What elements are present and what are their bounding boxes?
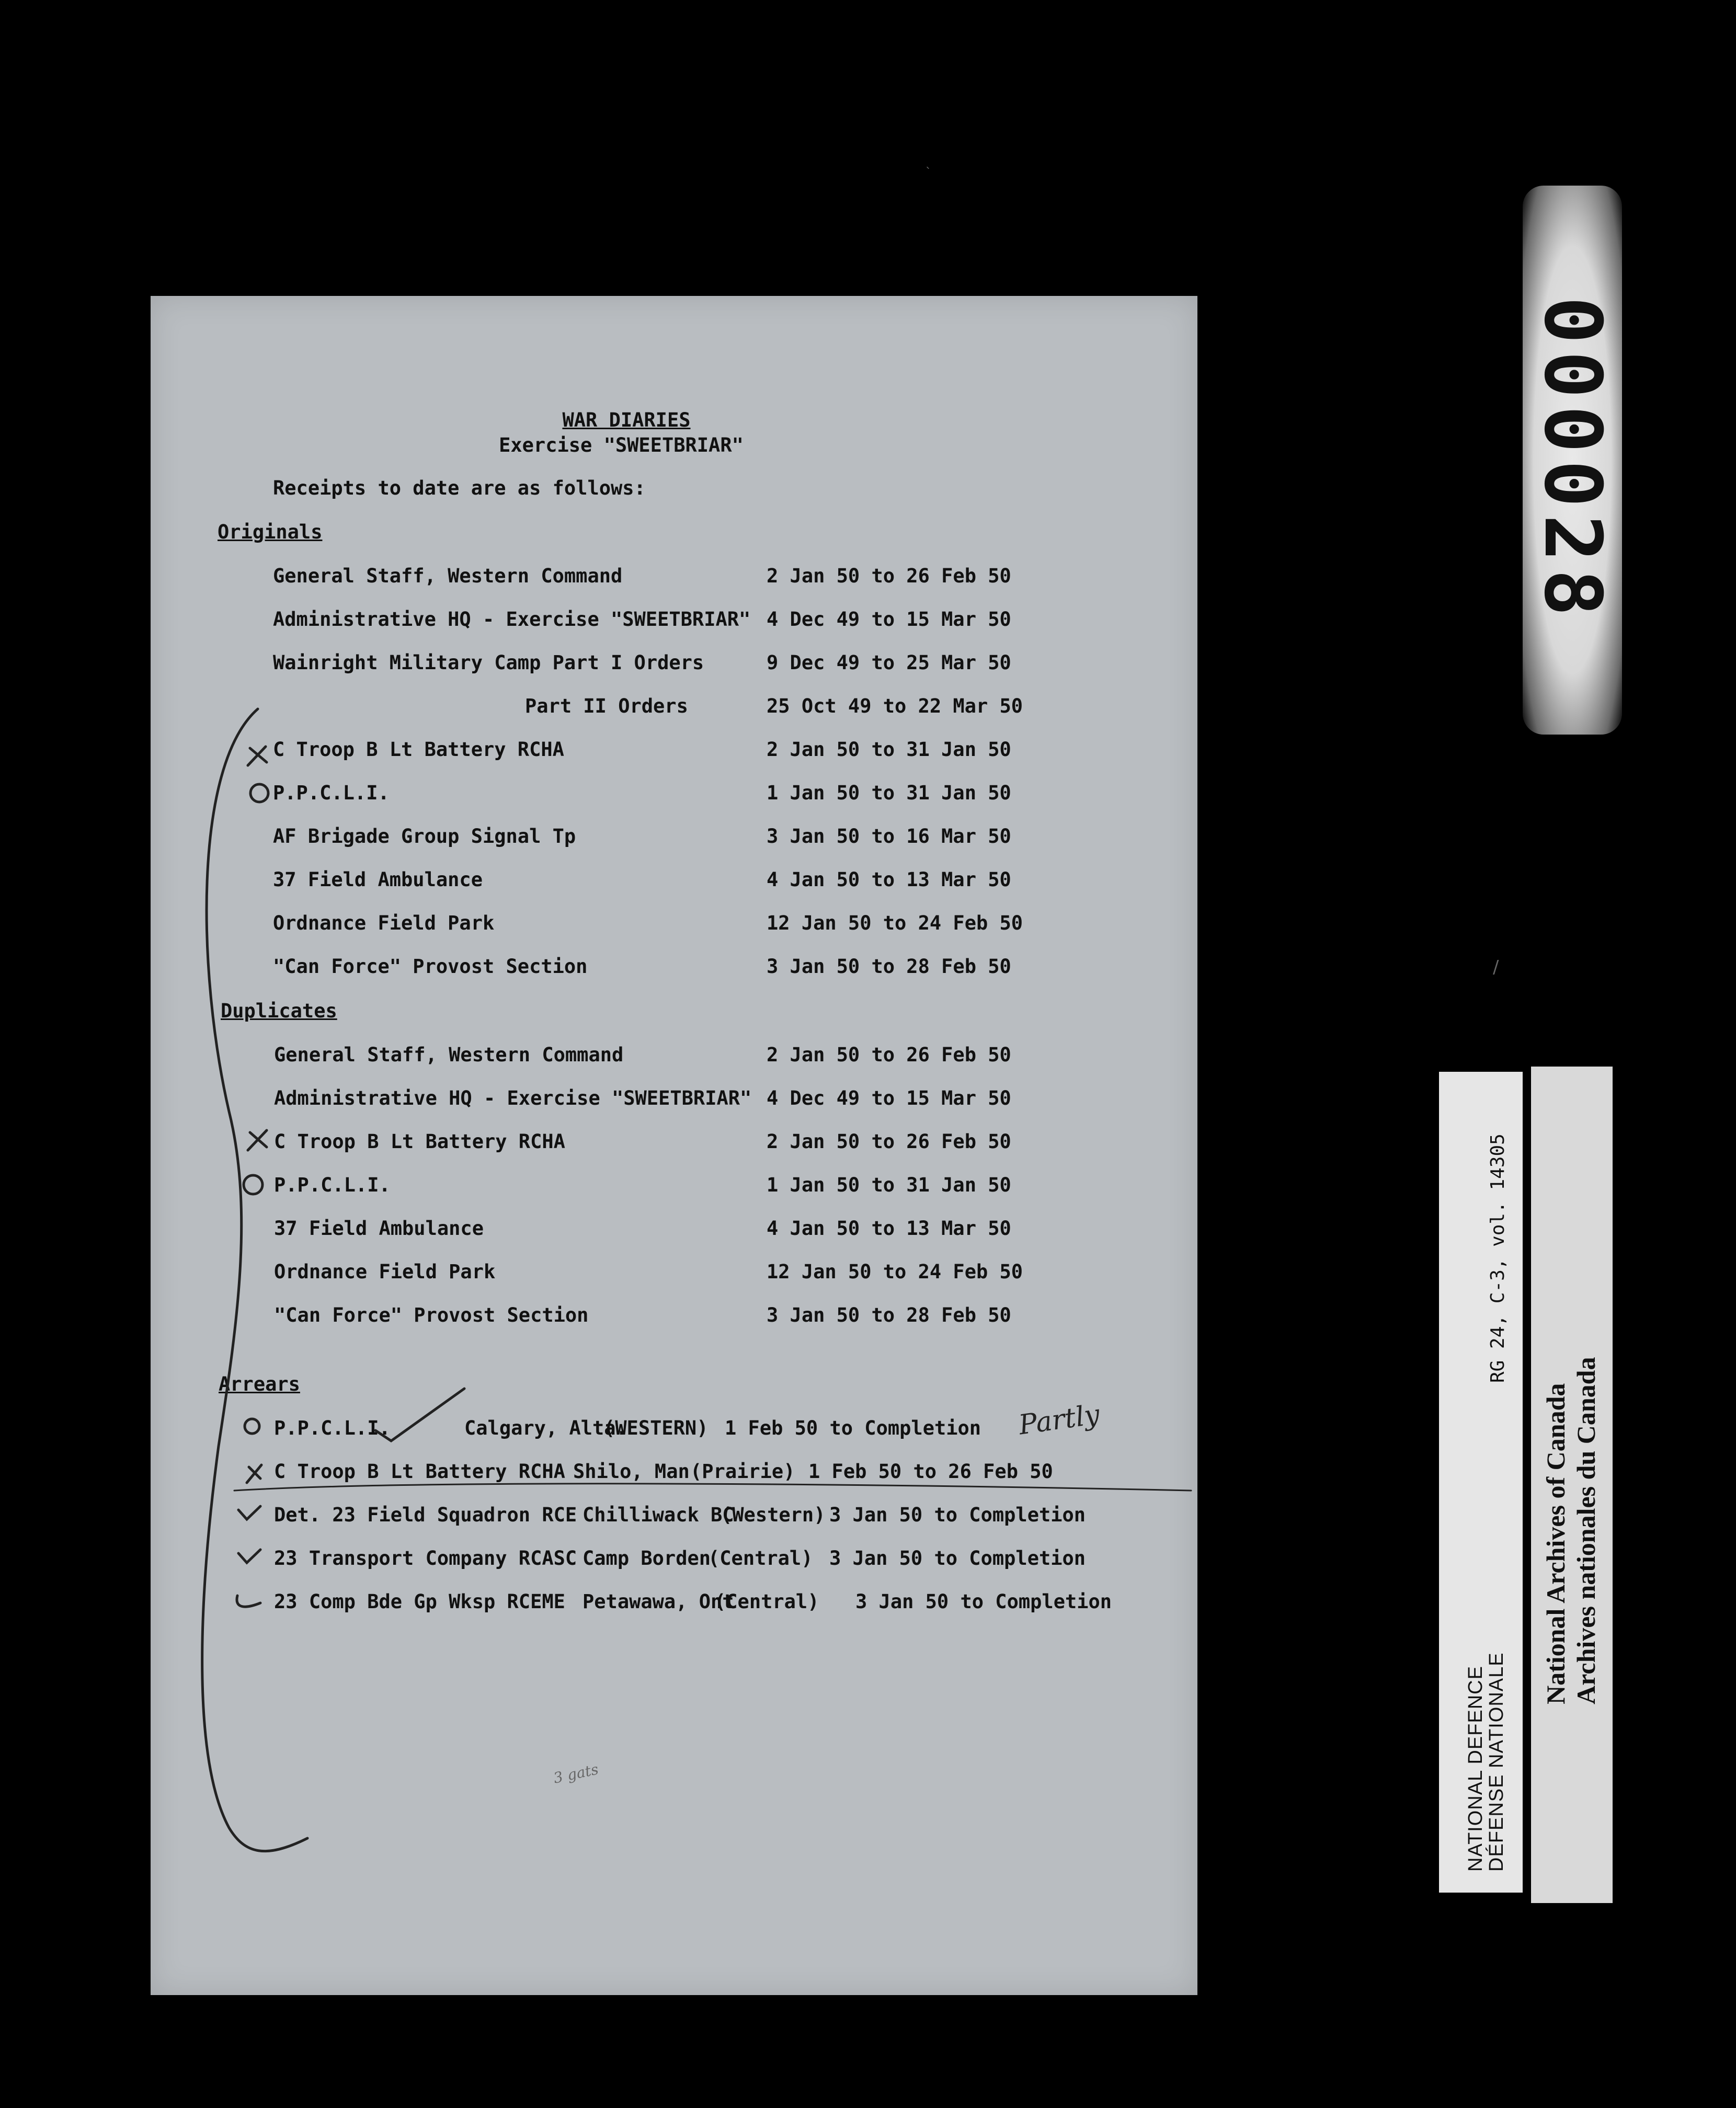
handwritten-partly: Partly <box>1017 1399 1102 1441</box>
entry-dates: 25 Oct 49 to 22 Mar 50 <box>767 695 1023 717</box>
entry-dates: 4 Dec 49 to 15 Mar 50 <box>767 1087 1011 1109</box>
entry-dates: 2 Jan 50 to 26 Feb 50 <box>767 565 1011 587</box>
entry-unit: General Staff, Western Command <box>273 565 623 587</box>
handwritten-margin-note: 3 gats <box>552 1760 600 1787</box>
section-heading-duplicates: Duplicates <box>221 1000 337 1022</box>
department-fr: DÉFENSE NATIONALE <box>1486 1652 1507 1872</box>
entry-command: (Central) <box>714 1590 819 1613</box>
entry-unit: P.P.C.L.I. <box>274 1417 391 1439</box>
entry-unit: Ordnance Field Park <box>274 1261 496 1283</box>
entry-dates: 3 Jan 50 to 28 Feb 50 <box>767 1304 1011 1326</box>
entry-location: Petawawa, Ont <box>583 1590 734 1613</box>
entry-dates: 3 Jan 50 to Completion <box>829 1504 1086 1526</box>
entry-dates: 12 Jan 50 to 24 Feb 50 <box>767 912 1023 934</box>
entry-unit: 37 Field Ambulance <box>273 868 483 891</box>
entry-unit: 23 Comp Bde Gp Wksp RCEME <box>274 1590 565 1613</box>
entry-unit: AF Brigade Group Signal Tp <box>273 825 576 847</box>
entry-unit: "Can Force" Provost Section <box>273 955 588 978</box>
entry-dates: 2 Jan 50 to 26 Feb 50 <box>767 1130 1011 1153</box>
entry-unit: 37 Field Ambulance <box>274 1217 484 1240</box>
entry-dates: 4 Jan 50 to 13 Mar 50 <box>767 1217 1011 1240</box>
entry-dates: 3 Jan 50 to 28 Feb 50 <box>767 955 1011 978</box>
entry-unit: Det. 23 Field Squadron RCE <box>274 1504 577 1526</box>
entry-dates: 3 Jan 50 to Completion <box>855 1590 1112 1613</box>
entry-unit: C Troop B Lt Battery RCHA <box>274 1460 565 1483</box>
entry-dates: 9 Dec 49 to 25 Mar 50 <box>767 651 1011 674</box>
document-page <box>151 296 1197 1995</box>
archives-en: National Archives of Canada <box>1541 1383 1570 1704</box>
entry-unit: Administrative HQ - Exercise "SWEETBRIAR" <box>273 608 751 631</box>
entry-location: Camp Borden <box>583 1547 711 1569</box>
document-subtitle: Exercise "SWEETBRIAR" <box>499 434 744 456</box>
entry-dates: 1 Jan 50 to 31 Jan 50 <box>767 782 1011 804</box>
entry-location: Calgary, Alta. <box>464 1417 627 1439</box>
entry-dates: 12 Jan 50 to 24 Feb 50 <box>767 1261 1023 1283</box>
section-heading-arrears: Arrears <box>219 1373 300 1395</box>
intro-text: Receipts to date are as follows: <box>273 477 646 499</box>
entry-unit: C Troop B Lt Battery RCHA <box>273 738 564 761</box>
section-heading-originals: Originals <box>218 521 323 543</box>
archive-reference: RG 24, C-3, vol. 14305 <box>1487 1133 1509 1383</box>
entry-unit: General Staff, Western Command <box>274 1044 624 1066</box>
entry-dates: 1 Feb 50 to 26 Feb 50 <box>808 1460 1053 1483</box>
entry-unit: C Troop B Lt Battery RCHA <box>274 1130 565 1153</box>
entry-unit: "Can Force" Provost Section <box>274 1304 589 1326</box>
entry-command: (Central) <box>708 1547 813 1569</box>
film-speck-mark: ` <box>926 166 931 179</box>
entry-location: Shilo, Man <box>573 1460 690 1483</box>
archive-label-archives <box>1531 1067 1613 1903</box>
entry-dates: 3 Jan 50 to 16 Mar 50 <box>767 825 1011 847</box>
entry-dates: 4 Dec 49 to 15 Mar 50 <box>767 608 1011 631</box>
entry-unit: Wainright Military Camp Part I Orders <box>273 651 704 674</box>
entry-command: (Western) <box>721 1504 826 1526</box>
document-title: WAR DIARIES <box>562 409 691 431</box>
entry-unit: P.P.C.L.I. <box>273 782 390 804</box>
entry-unit: P.P.C.L.I. <box>274 1174 391 1196</box>
frame-number: 000028 <box>1527 296 1618 624</box>
film-speck-mark: / <box>1493 957 1499 978</box>
entry-dates: 2 Jan 50 to 31 Jan 50 <box>767 738 1011 761</box>
entry-unit: Ordnance Field Park <box>273 912 495 934</box>
entry-dates: 4 Jan 50 to 13 Mar 50 <box>767 868 1011 891</box>
archives-fr: Archives nationales du Canada <box>1571 1357 1601 1704</box>
entry-location: Chilliwack BC <box>583 1504 734 1526</box>
entry-dates: 1 Jan 50 to 31 Jan 50 <box>767 1174 1011 1196</box>
entry-unit: Administrative HQ - Exercise "SWEETBRIAR" <box>274 1087 752 1109</box>
entry-dates: 3 Jan 50 to Completion <box>829 1547 1086 1569</box>
entry-dates: 1 Feb 50 to Completion <box>725 1417 981 1439</box>
entry-command: (Prairie) <box>690 1460 795 1483</box>
entry-command: (WESTERN) <box>603 1417 709 1439</box>
archive-label-department <box>1439 1072 1523 1893</box>
department-en: NATIONAL DEFENCE <box>1465 1666 1487 1872</box>
entry-dates: 2 Jan 50 to 26 Feb 50 <box>767 1044 1011 1066</box>
frame-number-plate <box>1523 186 1622 735</box>
entry-unit: 23 Transport Company RCASC <box>274 1547 577 1569</box>
entry-unit: Part II Orders <box>525 695 688 717</box>
